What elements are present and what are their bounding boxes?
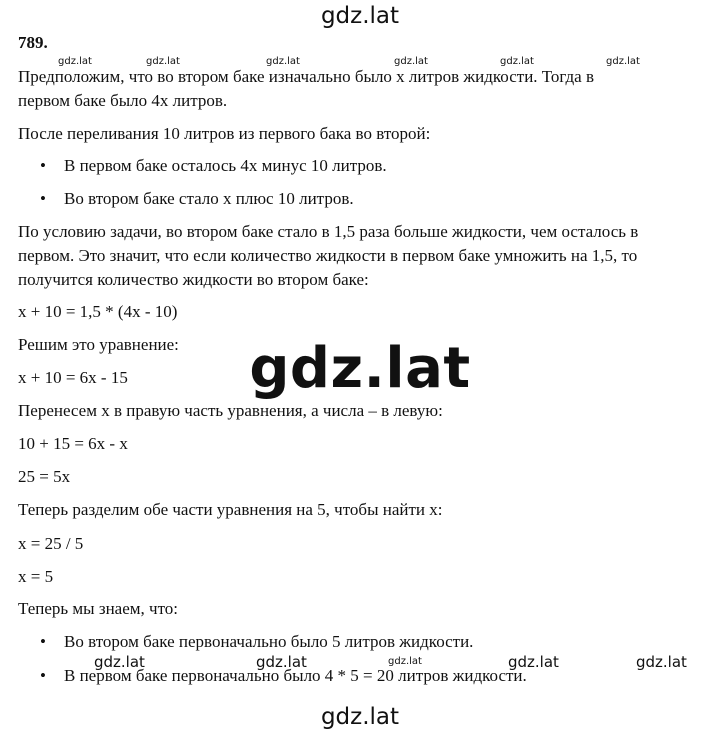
text-line: После переливания 10 литров из первого бака во второй: [18,124,431,143]
problem-number: 789. [18,33,48,52]
watermark-center: gdz.lat [249,336,471,401]
text-line: Предположим, что во втором баке изначально было x литров жидкости. Тогда в [18,67,595,86]
text-line: По условию задачи, во втором баке стало в 1,5 раза больше жидкости, чем осталось в [18,222,639,241]
equation: x = 5 [18,567,54,586]
text-line: Теперь мы знаем, что: [18,599,178,618]
bullet-item: В первом баке первоначально было 4 * 5 = 20 литров жидкости. [64,666,527,685]
watermark-tiny: gdz.lat [394,56,428,67]
watermark-tiny: gdz.lat [606,56,640,67]
bullet-item: Во втором баке первоначально было 5 литров жидкости. [64,632,474,651]
equation: x = 25 / 5 [18,534,84,553]
text-line: получится количество жидкости во втором баке: [18,270,369,289]
equation: 10 + 15 = 6x - x [18,434,128,453]
watermark-small: gdz.lat [508,653,559,671]
bullet-icon: • [40,189,46,208]
bullet-icon: • [40,156,46,175]
equation: x + 10 = 6x - 15 [18,368,128,387]
text-line: первом баке было 4x литров. [18,91,228,110]
watermark-small: gdz.lat [94,653,145,671]
watermark-small: gdz.lat [256,653,307,671]
watermark-tiny: gdz.lat [58,56,92,67]
text-line: Теперь разделим обе части уравнения на 5, чтобы найти x: [18,500,443,519]
equation: 25 = 5x [18,467,71,486]
watermark-small: gdz.lat [636,653,687,671]
text-line: первом. Это значит, что если количество жидкости в первом баке умножить на 1,5, то [18,246,638,265]
watermark-top: gdz.lat [320,3,400,29]
text-line: Перенесем x в правую часть уравнения, а числа – в левую: [18,401,443,420]
bullet-item: В первом баке осталось 4x минус 10 литров. [64,156,387,175]
watermark-tiny: gdz.lat [266,56,300,67]
bullet-icon: • [40,632,46,651]
watermark-tiny: gdz.lat [146,56,180,67]
bullet-icon: • [40,666,46,685]
bullet-item: Во втором баке стало x плюс 10 литров. [64,189,354,208]
watermark-tiny: gdz.lat [388,656,422,667]
watermark-tiny: gdz.lat [500,56,534,67]
text-line: Решим это уравнение: [18,335,179,354]
watermark-bottom: gdz.lat [320,704,400,730]
equation: x + 10 = 1,5 * (4x - 10) [18,302,178,321]
